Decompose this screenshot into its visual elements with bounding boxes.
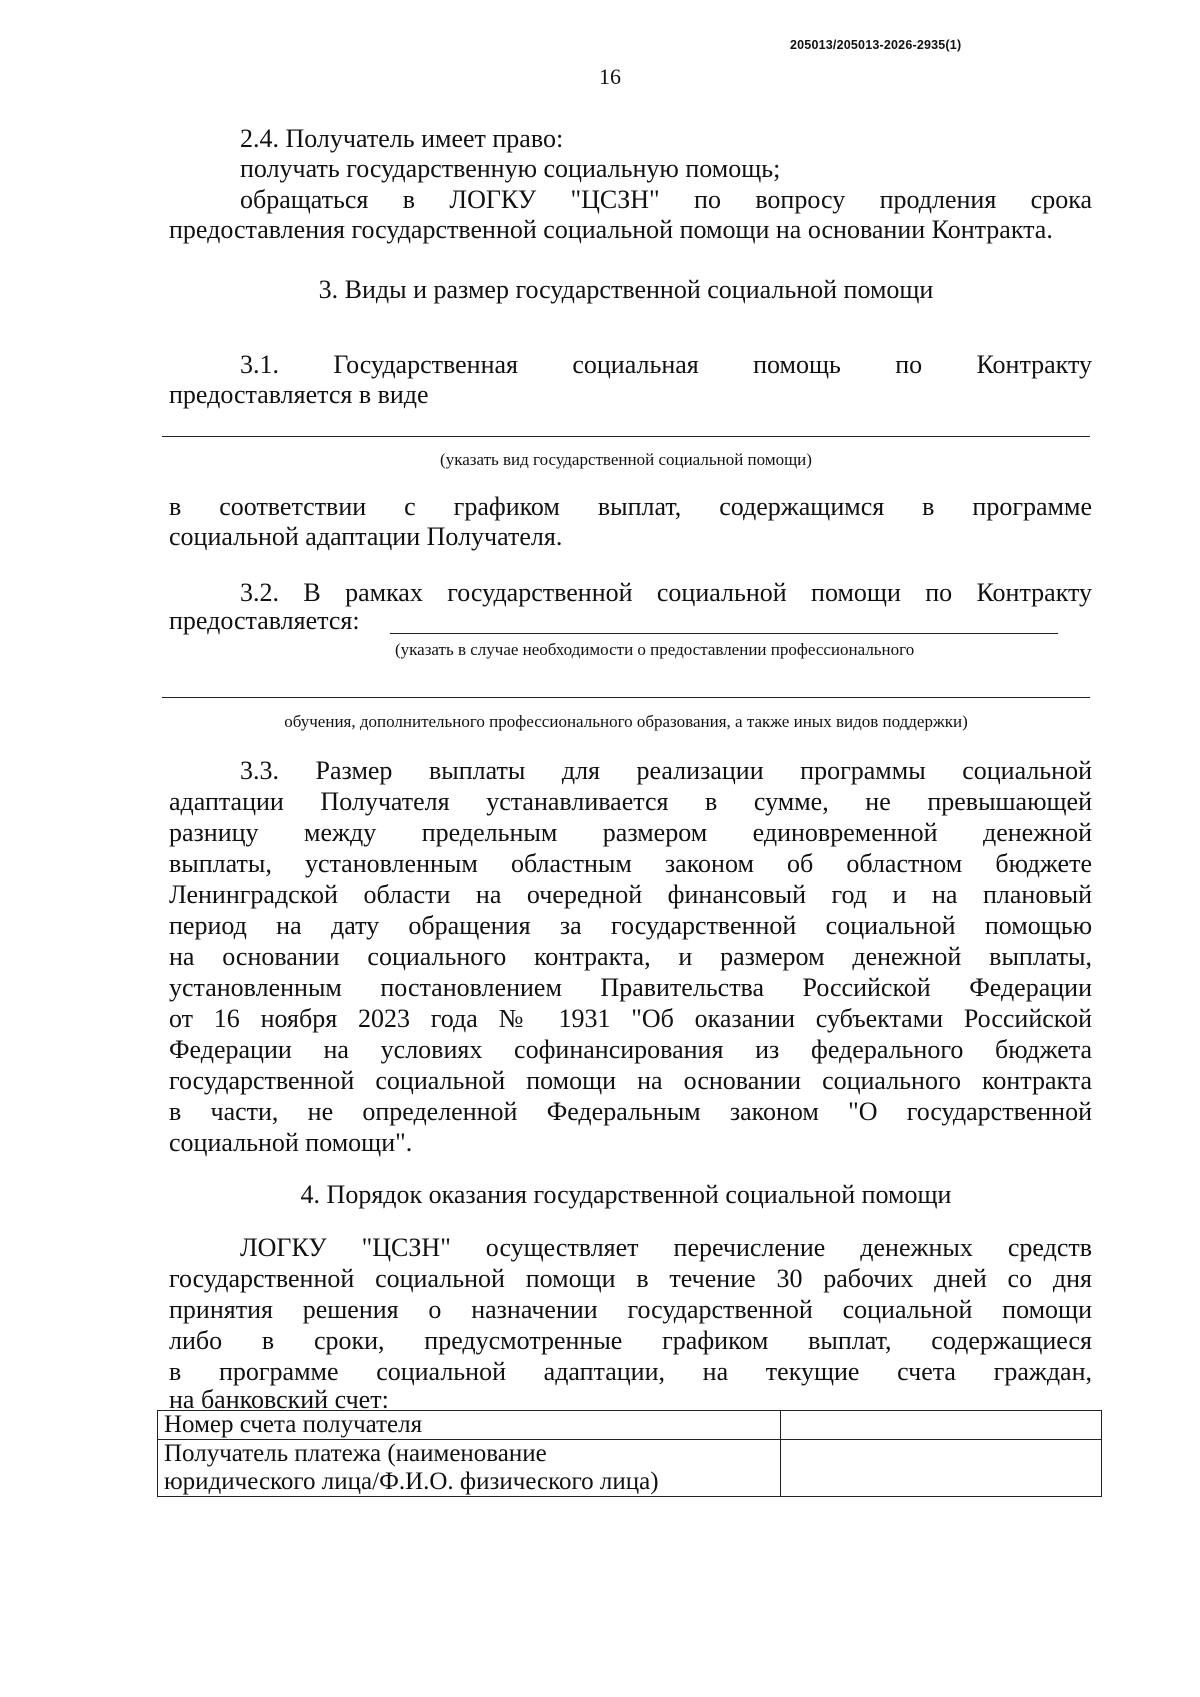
training-hint-line-2: обучения, дополнительного профессионального образования, а также иных видов поддержки) (284, 712, 968, 731)
p3-3-line: 3.3. Размер выплаты для реализации программы социальной (240, 756, 1092, 785)
provided-support-blank-line (390, 633, 1058, 634)
p3-3-line: установленным постановлением Правительства Российской Федерации (169, 973, 1092, 1002)
assistance-type-blank-line (162, 436, 1090, 437)
p3-3-line: в части, не определенной Федеральным законом "О государственной (169, 1097, 1092, 1126)
training-hint-line-1: (указать в случае необходимости о предоставлении профессионального (395, 640, 915, 659)
section-2-4-heading: 2.4. Получатель имеет право: (240, 124, 564, 153)
payee-label (158, 1440, 781, 1497)
p3-3-line: адаптации Получателя устанавливается в сумме, не превышающей (169, 787, 1092, 816)
section-2-4-item-2-line-1: обращаться в ЛОГКУ "ЦСЗН" по вопросу продления срока (240, 185, 1092, 214)
section-3-title: 3. Виды и размер государственной социальной помощи (318, 275, 934, 304)
section-4-line: принятия решения о назначении государственной социальной помощи (169, 1295, 1092, 1324)
p3-1-line-1: 3.1. Государственная социальная помощь по Контракту (240, 350, 1092, 379)
training-blank-line (162, 697, 1090, 698)
account-number-value[interactable] (781, 1411, 1102, 1440)
section-2-4-item-2-line-2: предоставления государственной социальной помощи на основании Контракта. (169, 215, 1053, 244)
section-4-line: на банковский счет: (169, 1385, 389, 1414)
p3-3-line: государственной социальной помощи на основании социального контракта (169, 1066, 1092, 1095)
p3-3-line: выплаты, установленным областным законом об областном бюджете (169, 849, 1092, 878)
page-number: 16 (599, 64, 621, 89)
table-row (158, 1411, 1102, 1440)
p3-3-line: на основании социального контракта, и размером денежной выплаты, (169, 942, 1092, 971)
p3-1-line-2: предоставляется в виде (169, 380, 429, 409)
assistance-type-hint: (указать вид государственной социальной помощи) (440, 450, 812, 469)
p3-1-line-4: социальной адаптации Получателя. (169, 522, 563, 551)
section-2-4-item-1: получать государственную социальную помощь; (240, 154, 781, 183)
p3-1-line-3: в соответствии с графиком выплат, содержащимся в программе (169, 492, 1092, 521)
payee-label-line-1: Получатель платежа (наименование (164, 1440, 547, 1467)
payee-value[interactable] (781, 1440, 1102, 1497)
account-number-label: Номер счета получателя (158, 1411, 781, 1440)
section-4-line: в программе социальной адаптации, на текущие счета граждан, (169, 1357, 1092, 1386)
bank-account-table (157, 1410, 1102, 1497)
p3-3-line: Ленинградской области на очередной финансовый год и на плановый (169, 880, 1092, 909)
p3-2-line-1: 3.2. В рамках государственной социальной помощи по Контракту (240, 578, 1092, 607)
section-4-line: государственной социальной помощи в течение 30 рабочих дней со дня (169, 1264, 1092, 1293)
p3-3-line: разницу между предельным размером единовременной денежной (169, 818, 1092, 847)
p3-3-line: Федерации на условиях софинансирования из федерального бюджета (169, 1035, 1092, 1064)
section-4-line: либо в сроки, предусмотренные графиком выплат, содержащиеся (169, 1326, 1092, 1355)
table-row (158, 1440, 1102, 1497)
payee-label-line-2: юридического лица/Ф.И.О. физического лица) (164, 1468, 659, 1495)
p3-2-line-2: предоставляется: (169, 606, 360, 635)
p3-3-line: период на дату обращения за государственной социальной помощью (169, 911, 1092, 940)
p3-3-line: социальной помощи". (169, 1128, 413, 1157)
p3-3-line: от 16 ноября 2023 года № 1931 "Об оказании субъектами Российской (169, 1004, 1092, 1033)
document-id: 205013/205013-2026-2935(1) (790, 38, 962, 52)
section-4-title: 4. Порядок оказания государственной социальной помощи (300, 1180, 952, 1209)
section-4-line: ЛОГКУ "ЦСЗН" осуществляет перечисление денежных средств (240, 1233, 1092, 1262)
